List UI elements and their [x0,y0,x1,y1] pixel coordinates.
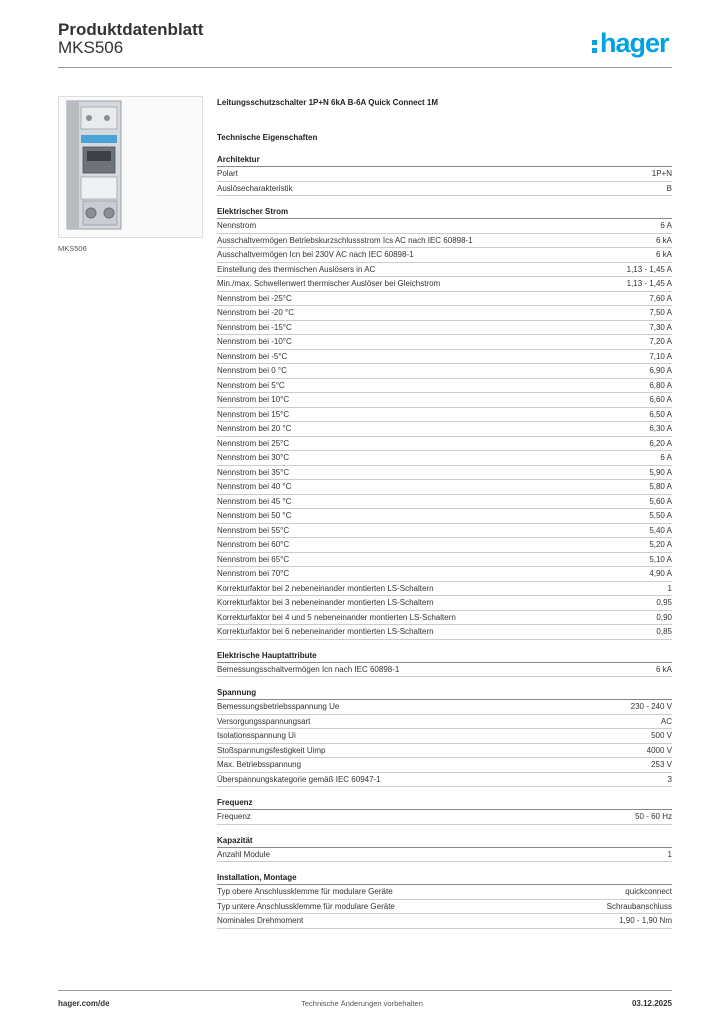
spec-section [217,153,672,196]
section-title: Spannung [217,686,672,700]
spec-label: Korrekturfaktor bei 6 nebeneinander montierten LS-Schaltern [217,627,434,636]
spec-row [217,408,672,423]
spec-row [217,663,672,678]
spec-row [217,758,672,773]
spec-label: Isolationsspannung Ui [217,731,296,740]
spec-row [217,263,672,278]
spec-value: 1P+N [651,169,672,178]
spec-label: Polart [217,169,238,178]
section-title: Kapazität [217,834,672,848]
spec-label: Bemessungsschaltvermögen Icn nach IEC 60898-1 [217,664,400,674]
spec-row [217,611,672,626]
spec-label: Nennstrom bei 55°C [217,525,290,535]
spec-label: Typ obere Anschlussklemme für modulare Geräte [217,887,393,896]
spec-value: 6 kA [655,235,672,245]
spec-value: 6,20 A [649,438,672,448]
spec-row [217,234,672,249]
spec-label: Korrekturfaktor bei 2 nebeneinander montierten LS-Schaltern [217,583,434,593]
spec-label: Min./max. Schwellenwert thermischer Auslöser bei Gleichstrom [217,279,441,288]
spec-label: Einstellung des thermischen Auslösers in AC [217,264,376,274]
spec-label: Ausschaltvermögen Icn bei 230V AC nach IEC 60898-1 [217,250,414,259]
spec-label: Nennstrom bei 70°C [217,569,290,578]
spec-value: B [666,183,672,193]
header-divider [58,67,672,68]
spec-row [217,219,672,234]
spec-value: 7,60 A [649,293,672,303]
spec-value: 1,13 - 1,45 A [626,279,672,288]
spec-label: Überspannungskategorie gemäß IEC 60947-1 [217,774,381,784]
spec-label: Typ untere Anschlussklemme für modulare Geräte [217,901,395,911]
spec-value: 230 - 240 V [630,702,672,711]
spec-row [217,167,672,182]
page-title: Produktdatenblatt [58,20,204,39]
spec-section [217,834,672,863]
spec-value: 0,85 [656,627,672,636]
spec-row [217,292,672,307]
spec-row [217,900,672,915]
spec-value: 6,80 A [649,380,672,390]
footer-website[interactable]: hager.com/de [58,999,110,1008]
spec-sections [217,153,672,929]
spec-value: 6,90 A [649,366,672,375]
spec-value: 3 [667,774,672,784]
logo-dots-icon [592,40,597,53]
spec-label: Korrekturfaktor bei 3 nebeneinander montierten LS-Schaltern [217,598,434,607]
product-name: Leitungsschutzschalter 1P+N 6kA B-6A Quick Connect 1M [217,98,439,107]
spec-label: Auslösecharakteristik [217,183,293,193]
spec-row [217,538,672,553]
spec-row [217,393,672,408]
product-image [58,96,203,238]
spec-row [217,582,672,597]
spec-label: Ausschaltvermögen Betriebskurzschlussstrom Ics AC nach IEC 60898-1 [217,235,473,245]
spec-label: Nennstrom bei 35°C [217,467,290,477]
spec-label: Nennstrom bei -25°C [217,293,292,303]
spec-value: 6 kA [655,250,672,259]
spec-value: 0,90 [656,612,672,622]
spec-value: 500 V [651,731,672,740]
spec-row [217,567,672,582]
spec-row [217,885,672,900]
section-title: Frequenz [217,796,672,810]
spec-section [217,796,672,825]
spec-value: 7,10 A [649,351,672,361]
spec-row [217,596,672,611]
section-title: Elektrische Hauptattribute [217,649,672,663]
spec-label: Nennstrom bei 25°C [217,438,290,448]
spec-label: Nennstrom bei 5°C [217,380,285,390]
spec-value: 5,60 A [649,496,672,506]
spec-row [217,335,672,350]
spec-row [217,495,672,510]
spec-value: 7,20 A [649,337,672,346]
spec-value: quickconnect [625,887,672,896]
spec-section [217,871,672,929]
spec-value: 50 - 60 Hz [635,812,672,821]
spec-row [217,437,672,452]
section-title: Installation, Montage [217,871,672,885]
spec-row [217,773,672,788]
spec-row [217,744,672,759]
spec-label: Versorgungsspannungsart [217,716,311,726]
spec-row [217,729,672,744]
footer-notice: Technische Änderungen vorbehalten [301,999,423,1008]
footer-divider [58,990,672,991]
spec-value: 253 V [651,760,672,769]
spec-value: 7,50 A [649,308,672,317]
spec-label: Nennstrom bei -5°C [217,351,288,361]
spec-label: Nennstrom bei 50 °C [217,511,292,520]
spec-value: 6,60 A [649,395,672,404]
spec-value: 6 A [660,453,672,462]
spec-row [217,321,672,336]
spec-row [217,379,672,394]
spec-row [217,350,672,365]
spec-row [217,700,672,715]
spec-row [217,848,672,863]
spec-value: 1,13 - 1,45 A [626,264,672,274]
spec-label: Nennstrom bei 10°C [217,395,290,404]
spec-value: 7,30 A [649,322,672,332]
spec-value: 4000 V [646,745,672,755]
spec-label: Nennstrom bei -15°C [217,322,292,332]
spec-value: 5,20 A [649,540,672,549]
spec-label: Max. Betriebsspannung [217,760,302,769]
spec-row [217,277,672,292]
spec-label: Nennstrom bei 30°C [217,453,290,462]
page-subtitle: MKS506 [58,38,124,57]
spec-row [217,451,672,466]
spec-value: 6,30 A [649,424,672,433]
spec-value: 5,80 A [649,482,672,491]
spec-label: Frequenz [217,812,251,821]
spec-value: 5,10 A [649,554,672,564]
spec-label: Stoßspannungsfestigkeit Uimp [217,745,326,755]
spec-label: Nennstrom [217,221,257,230]
spec-section [217,649,672,678]
spec-row [217,625,672,640]
spec-value: 1 [667,583,672,593]
spec-label: Bemessungsbetriebsspannung Ue [217,702,340,711]
spec-value: 0,95 [656,598,672,607]
spec-row [217,182,672,197]
spec-row [217,810,672,825]
spec-value: 5,40 A [649,525,672,535]
spec-label: Nennstrom bei 40 °C [217,482,292,491]
spec-label: Nominales Drehmoment [217,916,304,925]
spec-label: Korrekturfaktor bei 4 und 5 nebeneinander montierten LS-Schaltern [217,612,456,622]
spec-row [217,715,672,730]
spec-value: 4,90 A [649,569,672,578]
spec-value: 5,50 A [649,511,672,520]
spec-row [217,466,672,481]
spec-label: Nennstrom bei 15°C [217,409,290,419]
spec-row [217,553,672,568]
spec-section [217,686,672,787]
spec-row [217,364,672,379]
technical-heading: Technische Eigenschaften [217,133,318,142]
spec-row [217,480,672,495]
spec-label: Nennstrom bei 45 °C [217,496,292,506]
spec-label: Anzahl Module [217,849,270,859]
spec-label: Nennstrom bei 60°C [217,540,290,549]
spec-section [217,205,672,640]
spec-label: Nennstrom bei -10°C [217,337,292,346]
spec-row [217,422,672,437]
section-title: Architektur [217,153,672,167]
spec-value: 6,50 A [649,409,672,419]
spec-value: 6 A [660,221,672,230]
spec-row [217,306,672,321]
spec-value: 1 [667,849,672,859]
footer-date: 03.12.2025 [631,999,672,1008]
spec-value: Schraubanschluss [606,901,672,911]
spec-label: Nennstrom bei 0 °C [217,366,287,375]
spec-label: Nennstrom bei 65°C [217,554,290,564]
spec-row [217,248,672,263]
datasheet-content [217,96,672,929]
spec-label: Nennstrom bei 20 °C [217,424,292,433]
spec-value: 1,90 - 1,90 Nm [619,916,672,925]
image-caption: MKS506 [58,244,87,253]
spec-value: 5,90 A [649,467,672,477]
section-title: Elektrischer Strom [217,205,672,219]
spec-row [217,524,672,539]
spec-value: AC [660,716,672,726]
spec-value: 6 kA [655,664,672,674]
hager-logo [592,28,669,58]
spec-label: Nennstrom bei -20 °C [217,308,295,317]
spec-row [217,914,672,929]
logo-text: hager [600,28,669,58]
spec-row [217,509,672,524]
